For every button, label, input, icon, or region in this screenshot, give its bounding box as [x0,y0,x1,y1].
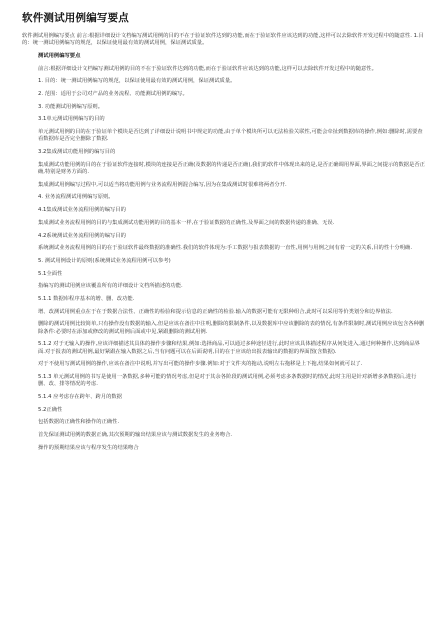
paragraph: 集成测试业务流程用例的目的与集成测试功能用例的目的基本一样,在于验证数据的正确性,及界面之间的数据传递的准确、无误. [38,219,335,226]
paragraph: 5.2正确性 [38,406,63,413]
paragraph: 指编写的测试用例应该覆盖所有的详细设计文档所描述的功能. [38,283,183,290]
paragraph: 操作的预期结果应该与程序发生的结果吻合 [38,444,139,451]
paragraph: 系统测试业务流程用例的目的在于验证软件最终数据的准确性.我们的软件体现为:手工数据与报表数据的一直性,用例与用例之间有着一定的关系,目的性十分明确. [38,245,413,252]
paragraph: 4.2系统测试业务流程用例的编写目的 [38,232,126,239]
paragraph: 3.1单元测试用例编写的目的 [38,116,105,123]
paragraph: 集成测试功能用例的目的在于验证软件连接时,模块的连接是否正确(及数据的传递是否正确),我们的软件中体现出来的是,是否正确调用界面,界面之间提示的数据是否正确,特别是财务方面的. [38,161,425,176]
paragraph: 5.1.1 数据库程序基本的增、删、改功能. [38,295,135,302]
paragraph: 首先保证测试用例的数据正确,其次预期的输出结果应该与测试数据发生的业务吻合. [38,432,233,439]
document-title: 软件测试用例编写要点 [22,12,129,24]
paragraph: 3.2集成测试功能用例的编写目的 [38,149,116,156]
paragraph: 5.1.3 单元测试用例的书写是使用一条数据,多种可能的情况考虑,但是对于其余各阶段的测试用例,必须考虑多条数据时的情况,此时主用是针对新增多条数据后,进行删、改、排等情况的考虑. [38,373,417,388]
paragraph: 5.1.4 应考虑存在跨年、跨月的数据 [38,393,123,400]
section-heading: 测试用例编写要点 [38,52,81,59]
paragraph: 4. 业务流程测试用例编写原则。 [38,194,114,201]
paragraph: 单元测试用例的目的在于验证单个模块是否达到了详细设计说明书中规定的功能,由于单个模块所可以无法检验关联性,可能会牵扯到数据库的操作,例如:删除时,需要查看数据库是否完全删除了数据. [38,129,423,143]
paragraph: 删除的测试用例比较简单,只有操作没有数据的输入,但是应该在备注中注明,删除的限制条件,以及数据库中应该删除的表的情况,有条件限制时,测试用例应该包含各种删除条件:必要时在添加或修改的测试用例后面或中见,紧跟删除的测试用例. [38,321,425,335]
paragraph: 包括数据的正确性和操作的正确性. [38,419,120,426]
paragraph: 4.1集成测试业务流程用例的编写目的 [38,207,126,214]
paragraph: 5.1.2 对于无输入的操作,应该详细描述其具体的操作步骤和结果,例如:选择商品,可以通过多种途径进行,此时应该具体描述程序从何处进入,通过何种操作,达到商品界面.对于报表的测试用例,最好紧跟在输入数据之后,当有问题可以在后面说明,目的在于应该给出报表输出的数据的界面图(含数据). [38,341,420,355]
paragraph: 集成测试用例编写过程中,可以适当将功能用例与业务流程用例混合编写,因为在集成测试时很难将两者分开. [38,181,287,188]
paragraph: 软件测试用例编写要点 前言:根据详细设计文档编写测试用例的目的不在于验证软件达到的功能,而在于验证软件应该达到的功能,这样可以去除软件开发过程中的随意性. 1.目的：统一测试用例编写的规范，以保证使用最有效的测试用例，保证测试质量。 [22,33,424,47]
paragraph: 增、改测试用例重点在于在于数据合法性、正确性的检验和提示信息的正确性的检验.输入的数据可能有无限种组合,此时可以采用等价类划分和边界值法. [38,308,393,315]
paragraph: 5.1全面性 [38,270,63,277]
paragraph: 5. 测试用例设计的原则(系统测试业务流程用例可以参考) [38,257,171,264]
paragraph: 前言:根据详细设计文档编写测试用例的目的不在于验证软件达到的功能,而在于验证软件应该达到的功能,这样可以去除软件开发过程中的随意性。 [38,65,377,72]
paragraph: 对于不使用写测试用例的操作,应该在备注中说明,并写出可能的操作步骤.例如:对于文件夹的拖动,说明左右拖移是上下拖,结果如何就可以了. [38,361,363,368]
paragraph: 1. 目的：统一测试用例编写的规范，以保证使用最有效的测试用例，保证测试质量。 [38,78,236,85]
paragraph: 3. 功能测试用例编写原则。 [38,103,104,110]
paragraph: 2. 范围：适用于公司对产品的业务流程、功能测试用例的编写。 [38,91,188,98]
